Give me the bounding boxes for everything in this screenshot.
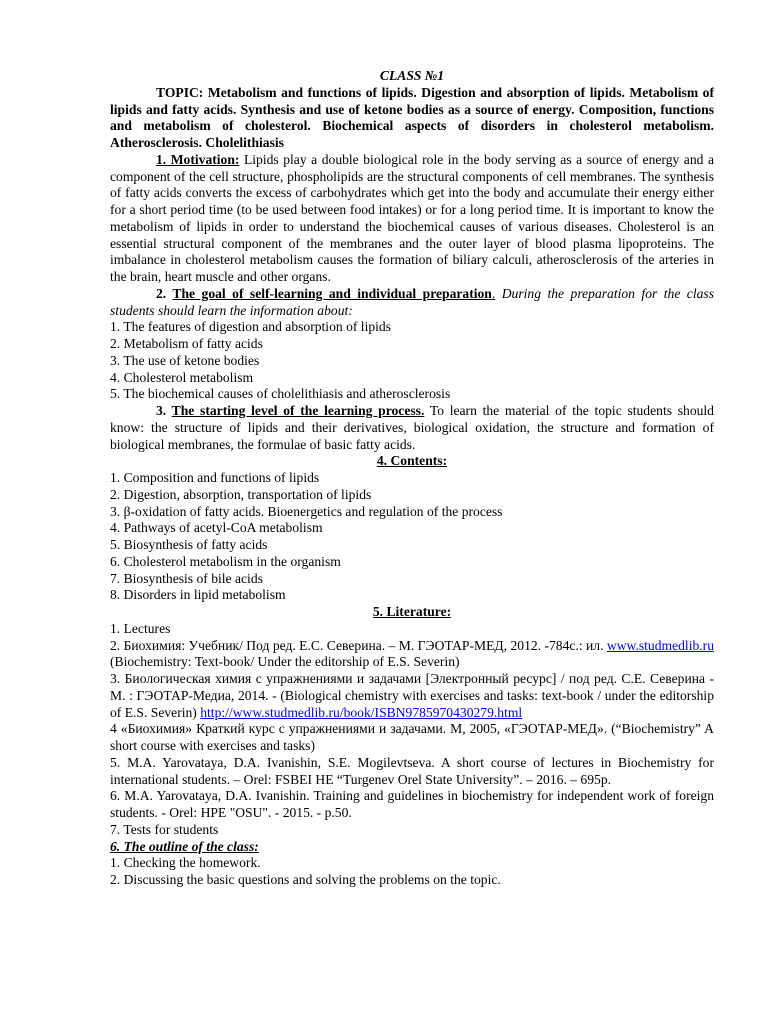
goal-item: 1. The features of digestion and absorption of lipids	[110, 319, 392, 335]
contents-item: 2. Digestion, absorption, transportation of lipids	[110, 486, 372, 502]
contents-item: 1. Composition and functions of lipids	[110, 470, 320, 485]
motivation-paragraph	[110, 152, 714, 286]
contents-heading: 4. Contents:	[376, 453, 448, 469]
motivation-text: Lipids play a double biological role in the body serving as a source of energy and a component of the cell structure, phospholipids are the structural components of cell membranes. The synthesis of fatty acids converts the excess of carbohydrates which get into the body and accumulate their energy either for a short period time (to be used between food intakes) or for a long period time. It is important to know the metabolism of lipids in order to understand the biochemical causes of various diseases. Cholesterol is an essential structural component of the membranes and the outer layer of blood plasma lipoproteins. The imbalance in cholesterol metabolism causes the formation of biliary calculi, atherosclerosis of the arteries in the brain, heart muscle and other organs.	[110, 151, 714, 284]
contents-item: 8. Disorders in lipid metabolism	[110, 587, 286, 603]
literature-item: 4 «Биохимия» Краткий курс с упражнениями и задачами. М, 2005, «ГЭОТАР-МЕД». (“Biochemistry” A short course with exercises and tasks)	[110, 721, 714, 753]
goal-period: .	[491, 285, 496, 301]
contents-item: 5. Biosynthesis of fatty acids	[110, 537, 268, 552]
goal-number: 2.	[156, 285, 173, 301]
topic-paragraph: TOPIC: Metabolism and functions of lipids. Digestion and absorption of lipids. Metabolism of lipids and fatty acids. Synthesis and use of ketone bodies as a source of energy. Composition, functions and metabolism of cholesterol. Biochemical aspects of disorders in cholesterol metabolism. Atherosclerosis. Cholelithiasis	[110, 84, 714, 150]
literature-item: 5. M.A. Yarovataya, D.A. Ivanishin, S.E. Mogilevtseva. A short course of lectures in Biochemistry for international students. – Orel: FSBEI HE “Turgenev Orel State University”. – 2016. – 695p.	[110, 754, 714, 787]
starting-heading: The starting level of the learning process.	[171, 403, 425, 418]
goal-heading: The goal of self-learning and individual preparation	[172, 285, 492, 301]
document-page	[110, 68, 714, 889]
literature-item-text: 3. Биологическая химия с упражнениями и задачами [Электронный ресурс] / под ред. С.Е. Северина - М. : ГЭОТАР-Медиа, 2014. - (Biological chemistry with exercises and tasks: text-book / under the editorship of E.S. Severin)	[110, 671, 714, 720]
outline-heading-line	[110, 839, 714, 856]
literature-item-text: 2. Биохимия: Учебник/ Под ред. Е.С. Северина. – М. ГЭОТАР-МЕД, 2012. -784с.: ил.	[110, 637, 607, 653]
starting-number: 3.	[156, 403, 172, 418]
goal-item: 5. The biochemical causes of cholelithiasis and atherosclerosis	[110, 386, 451, 402]
class-title: CLASS №1	[379, 68, 445, 83]
literature-heading: 5. Literature:	[372, 604, 452, 619]
contents-heading-line	[110, 453, 714, 470]
literature-item: 7. Tests for students	[110, 821, 219, 837]
contents-item: 6. Cholesterol metabolism in the organism	[110, 553, 341, 569]
studmedlib-book-link[interactable]: http://www.studmedlib.ru/book/ISBN9785970430279.html	[200, 704, 523, 720]
outline-item: 2. Discussing the basic questions and solving the problems on the topic.	[110, 872, 501, 887]
literature-item	[110, 671, 714, 721]
contents-item: 3. β-oxidation of fatty acids. Bioenergetics and regulation of the process	[110, 503, 503, 519]
literature-item	[110, 638, 714, 672]
literature-item: 1. Lectures	[110, 620, 171, 636]
starting-level-paragraph	[110, 403, 714, 453]
outline-item: 1. Checking the homework.	[110, 855, 261, 871]
contents-item: 4. Pathways of acetyl-CoA metabolism	[110, 520, 323, 536]
goal-item: 3. The use of ketone bodies	[110, 352, 260, 368]
starting-text: To learn the material of the topic students should know: the structure of lipids and their derivatives, biological oxidation, the structure and formation of biological membranes, the formulae of basic fatty acids.	[110, 403, 714, 452]
goal-paragraph	[110, 286, 714, 320]
goal-item: 2. Metabolism of fatty acids	[110, 336, 263, 351]
studmedlib-link[interactable]: www.studmedlib.ru	[606, 637, 714, 653]
literature-item: 6. M.A. Yarovataya, D.A. Ivanishin. Training and guidelines in biochemistry for independent work of foreign students. - Orel: HPE "OSU". - 2015. - p.50.	[110, 788, 714, 820]
literature-heading-line	[110, 604, 714, 621]
goal-text: During the preparation for the class students should learn the information about:	[110, 285, 714, 318]
literature-item-text: (Biochemistry: Text-book/ Under the editorship of E.S. Severin)	[110, 654, 460, 670]
contents-item: 7. Biosynthesis of bile acids	[110, 570, 263, 586]
goal-item: 4. Cholesterol metabolism	[110, 369, 254, 385]
motivation-heading: 1. Motivation:	[156, 151, 240, 167]
outline-heading: 6. The outline of the class:	[110, 838, 259, 854]
